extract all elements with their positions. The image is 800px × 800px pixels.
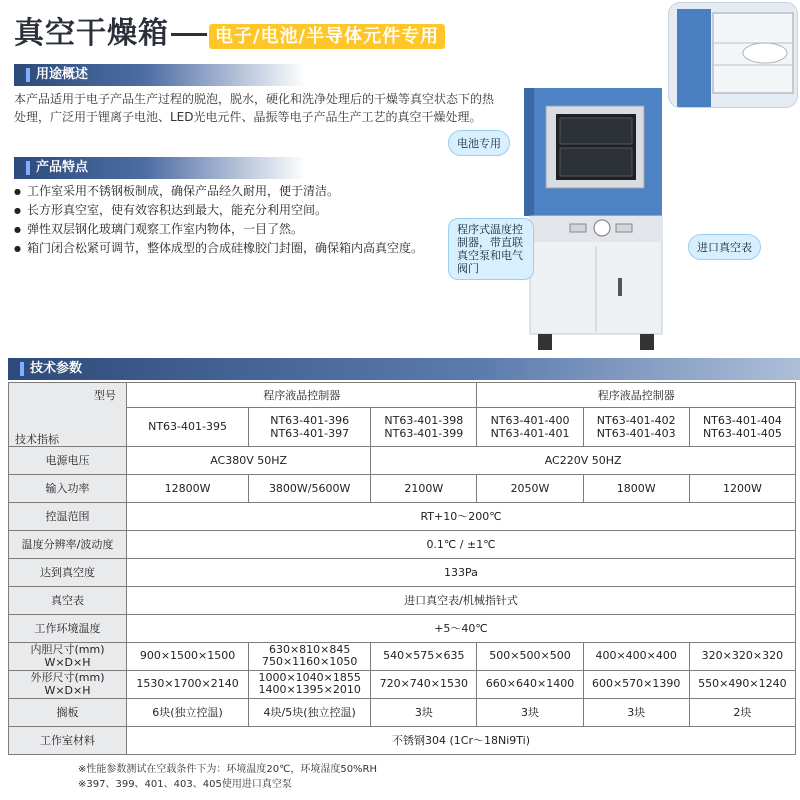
heading-marker [26,68,30,82]
model-cell [689,408,795,447]
model-cell [583,408,689,447]
model-cell [477,408,583,447]
row-label: 温度分辨率/波动度 [9,530,127,558]
model-name: NT63-401-399 [384,426,464,440]
shelves-value: 6块(独立控温) [127,698,249,726]
outer-size-value: 600×570×1390 [583,670,689,698]
outer-size-value: 1530×1700×2140 [127,670,249,698]
power-value: 12800W [127,474,249,502]
shelves-value: 2块 [689,698,795,726]
outer-size-value: 1000×1040×1855 1400×1395×2010 [249,670,371,698]
row-label: 输入功率 [9,474,127,502]
tech-heading [8,358,800,380]
heading-marker [20,362,24,376]
footnote: ※性能参数测试在空载条件下为：环境温度20℃，环境湿度50%RH [78,764,378,775]
footnote: ※397、399、401、403、405使用进口真空泵 [78,779,292,790]
inset-photo [668,2,798,108]
row-label: 内胆尺寸(mm) W×D×H [9,642,127,670]
model-name: NT63-401-396 [270,413,350,427]
row-label: 外形尺寸(mm) W×D×H [9,670,127,698]
feature-item: ● 工作室采用不锈钢板制成，确保产品经久耐用，便于清洁。 [14,182,514,201]
title-dash [171,33,207,36]
row-label: 电源电压 [9,446,127,474]
usage-heading [14,64,306,86]
heading-marker [26,161,30,175]
resolution-value: 0.1℃ / ±1℃ [127,530,796,558]
feature-item: ● 长方形真空室，使有效容积达到最大，能充分利用空间。 [14,201,514,220]
model-name: NT63-401-400 [490,413,570,427]
voltage-value: AC380V 50HZ [127,446,371,474]
row-label: 工作室材料 [9,726,127,754]
features-heading [14,157,306,179]
model-name: NT63-401-402 [596,413,676,427]
title-subtitle: 电子/电池/半导体元件专用 [209,24,445,49]
model-name: NT63-401-405 [702,426,782,440]
model-cell [249,408,371,447]
model-name: NT63-401-404 [702,413,782,427]
power-value: 3800W/5600W [249,474,371,502]
shelves-value: 3块 [371,698,477,726]
outer-size-value: 550×490×1240 [689,670,795,698]
temp-range-value: RT+10～200℃ [127,502,796,530]
voltage-value: AC220V 50HZ [371,446,796,474]
model-name: NT63-401-397 [270,426,350,440]
inner-size-value: 400×400×400 [583,642,689,670]
outer-size-value: 660×640×1400 [477,670,583,698]
row-label: 达到真空度 [9,558,127,586]
outer-size-value: 720×740×1530 [371,670,477,698]
material-value: 不锈钢304 (1Cr～18Ni9Ti) [127,726,796,754]
oven-interior-icon [669,3,797,107]
power-value: 2050W [477,474,583,502]
row-label: 真空表 [9,586,127,614]
vacuum-value: 133Pa [127,558,796,586]
feature-item: ● 弹性双层钢化玻璃门观察工作室内物体，一目了然。 [14,220,514,239]
page-title [14,8,445,52]
usage-text: 本产品适用于电子产品生产过程的脱泡，脱水，硬化和洗净处理后的干燥等真空状态下的热处理，广泛用于锂离子电池、LED光电元件、晶振等电子产品生产工艺的真空干燥处理。 [14,92,495,124]
model-name: NT63-401-403 [596,426,676,440]
inner-size-value: 900×1500×1500 [127,642,249,670]
footnotes [78,762,377,792]
gauge-callout: 进口真空表 [688,234,761,260]
model-name: NT63-401-398 [384,413,464,427]
controller-callout: 程序式温度控制器，带直联真空泵和电气阀门 [448,218,534,280]
shelves-value: 4块/5块(独立控温) [249,698,371,726]
title-main: 真空干燥箱 [14,16,169,51]
inner-size-value: 540×575×635 [371,642,477,670]
battery-callout: 电池专用 [448,130,510,156]
index-label: 技术指标 [9,408,127,447]
model-label: 型号 [9,383,127,408]
power-value: 1200W [689,474,795,502]
row-label: 工作环境温度 [9,614,127,642]
features-list [14,182,514,258]
gauge-value: 进口真空表/机械指针式 [127,586,796,614]
controller-group: 程序液晶控制器 [477,383,796,408]
power-value: 2100W [371,474,477,502]
power-value: 1800W [583,474,689,502]
inner-size-value: 630×810×845 750×1160×1050 [249,642,371,670]
model-name: NT63-401-401 [490,426,570,440]
features-heading-text: 产品特点 [36,160,89,175]
feature-item: ● 箱门闭合松紧可调节，整体成型的合成硅橡胶门封圈，确保箱内高真空度。 [14,239,514,258]
tech-table [8,382,796,755]
model-cell [127,408,249,447]
shelves-value: 3块 [477,698,583,726]
shelves-value: 3块 [583,698,689,726]
model-cell [371,408,477,447]
usage-heading-text: 用途概述 [36,67,89,82]
inner-size-value: 500×500×500 [477,642,583,670]
tech-heading-text: 技术参数 [30,361,83,376]
inner-size-value: 320×320×320 [689,642,795,670]
controller-group: 程序液晶控制器 [127,383,477,408]
vacuum-oven-icon [520,88,670,358]
row-label: 搁板 [9,698,127,726]
model-name: NT63-401-395 [148,420,227,434]
env-temp-value: +5～40℃ [127,614,796,642]
row-label: 控温范围 [9,502,127,530]
